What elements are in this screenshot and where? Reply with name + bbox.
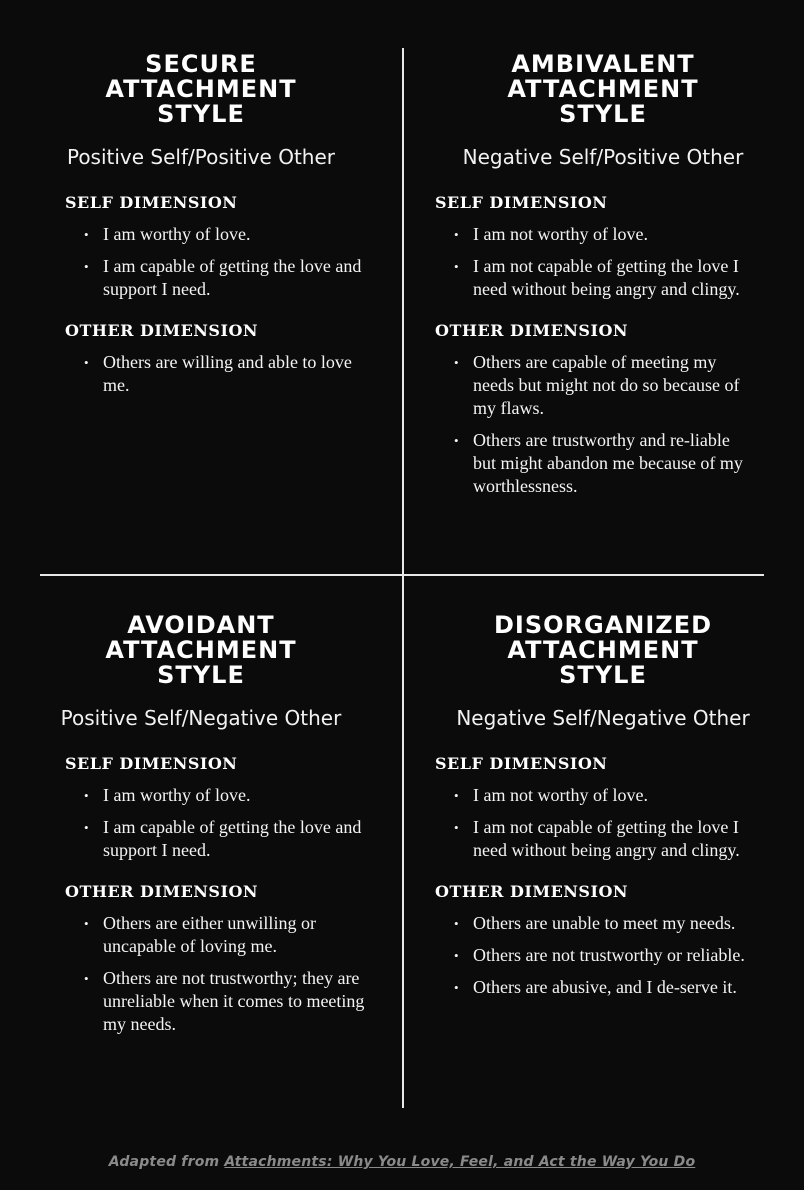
list-item: • I am capable of getting the love and support I need. [65,255,375,301]
section-heading: SELF DIMENSION [65,193,238,212]
self-dimension-section [435,754,745,862]
list-item: • Others are abusive, and I de-serve it. [435,976,745,999]
bullet-list [435,784,745,862]
quadrant-title: AMBIVALENT ATTACHMENT STYLE [507,50,699,128]
self-dimension-section [65,193,375,301]
quadrant-subtitle: Negative Self/Positive Other [462,145,744,169]
quadrant-title: DISORGANIZED ATTACHMENT STYLE [493,611,713,689]
quadrant-subtitle: Negative Self/Negative Other [456,706,750,730]
section-heading: OTHER DIMENSION [65,321,259,340]
list-item: • Others are not trustworthy or reliable. [435,944,745,967]
section-heading: OTHER DIMENSION [435,882,629,901]
book-title: Attachments: Why You Love, Feel, and Act the Way You Do [224,1154,696,1170]
bullet-list [435,912,745,999]
self-dimension-section [435,193,745,301]
self-dimension-section [65,754,375,862]
list-item: • I am worthy of love. [65,784,375,807]
section-heading: OTHER DIMENSION [435,321,629,340]
list-item: • Others are trustworthy and re-liable but might abandon me because of my worthlessness. [435,429,745,498]
other-dimension-section [65,321,375,397]
bullet-list [435,351,745,498]
list-item: • Others are either unwilling or uncapable of loving me. [65,912,375,958]
list-item: • I am worthy of love. [65,223,375,246]
quadrant-title: AVOIDANT ATTACHMENT STYLE [105,611,297,689]
list-item: • Others are not trustworthy; they are unreliable when it comes to meeting my needs. [65,967,375,1036]
section-heading: SELF DIMENSION [65,754,238,773]
quadrant-avoidant [0,613,402,1045]
horizontal-divider [40,574,764,576]
list-item: • I am not worthy of love. [435,784,745,807]
source-credit-prefix: Adapted from [108,1154,225,1170]
section-heading: OTHER DIMENSION [65,882,259,901]
quadrant-ambivalent [402,52,804,507]
list-item: • I am not capable of getting the love I need without being angry and clingy. [435,816,745,862]
other-dimension-section [435,882,745,999]
bullet-list [435,223,745,301]
source-credit [0,1154,804,1170]
bullet-list [65,223,375,301]
list-item: • I am not capable of getting the love I need without being angry and clingy. [435,255,745,301]
quadrant-disorganized [402,613,804,1008]
other-dimension-section [65,882,375,1036]
section-heading: SELF DIMENSION [435,754,608,773]
other-dimension-section [435,321,745,498]
list-item: • I am not worthy of love. [435,223,745,246]
list-item: • I am capable of getting the love and support I need. [65,816,375,862]
bullet-list [65,912,375,1036]
quadrant-secure [0,52,402,406]
section-heading: SELF DIMENSION [435,193,608,212]
list-item: • Others are unable to meet my needs. [435,912,745,935]
list-item: • Others are willing and able to love me. [65,351,375,397]
quadrant-subtitle: Positive Self/Positive Other [66,145,336,169]
quadrant-subtitle: Positive Self/Negative Other [60,706,342,730]
bullet-list [65,784,375,862]
bullet-list [65,351,375,397]
quadrant-title: SECURE ATTACHMENT STYLE [105,50,297,128]
list-item: • Others are capable of meeting my needs but might not do so because of my flaws. [435,351,745,420]
